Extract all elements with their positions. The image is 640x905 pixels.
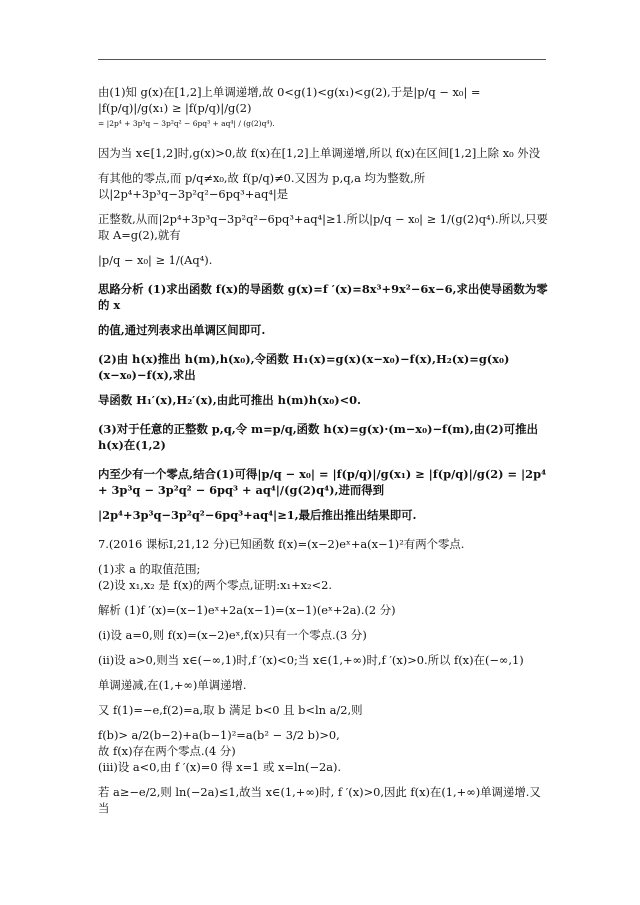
text-line: 若 a≥−e/2,则 ln(−2a)≤1,故当 x∈(1,+∞)时, f ′(x)>0,因此 f(x)在(1,+∞)单调递增.又当 — [98, 785, 541, 815]
text-line: (ii)设 a>0,则当 x∈(−∞,1)时,f ′(x)<0;当 x∈(1,+∞)时,f ′(x)>0.所以 f(x)在(−∞,1) — [98, 653, 524, 667]
text-line: 故 f(x)存在两个零点.(4 分) — [98, 744, 236, 758]
text-line: (3)对于任意的正整数 p,q,令 m=p/q,函数 h(x)=g(x)·(m−x₀)−f(m),由(2)可推出 h(x)在(1,2) — [98, 422, 538, 452]
text-line: 解析 (1)f ′(x)=(x−1)eˣ+2a(x−1)=(x−1)(eˣ+2a).(2 分) — [98, 603, 396, 617]
header-rule — [98, 59, 546, 60]
text-line: (iii)设 a<0,由 f ′(x)=0 得 x=1 或 x=ln(−2a). — [98, 760, 342, 774]
text-line: = |2p⁴ + 3p³q − 3p²q² − 6pq³ + aq⁴| / (g(2)q⁴). — [98, 119, 275, 128]
text-line: 7.(2016 课标Ⅰ,21,12 分)已知函数 f(x)=(x−2)eˣ+a(x−1)²有两个零点. — [98, 537, 465, 551]
text-line: 由(1)知 g(x)在[1,2]上单调递增,故 0<g(1)<g(x₁)<g(2),于是|p/q − x₀| = |f(p/q)|/g(x₁) ≥ |f(p/q)|/g(2) — [98, 85, 481, 115]
page-body — [98, 84, 548, 816]
text-line: 又 f(1)=−e,f(2)=a,取 b 满足 b<0 且 b<ln a/2,则 — [98, 703, 363, 717]
text-line: |2p⁴+3p³q−3p²q²−6pq³+aq⁴|≥1,最后推出推出结果即可. — [98, 508, 417, 522]
text-line: (1)求 a 的取值范围; — [98, 562, 201, 576]
text-line: (2)由 h(x)推出 h(m),h(x₀),令函数 H₁(x)=g(x)(x−x₀)−f(x),H₂(x)=g(x₀)(x−x₀)−f(x),求出 — [98, 352, 510, 382]
text-line: (i)设 a=0,则 f(x)=(x−2)eˣ,f(x)只有一个零点.(3 分) — [98, 628, 367, 642]
text-line: 正整数,从而|2p⁴+3p³q−3p²q²−6pq³+aq⁴|≥1.所以|p/q − x₀| ≥ 1/(g(2)q⁴).所以,只要取 A=g(2),就有 — [98, 212, 548, 242]
text-line: 导函数 H₁′(x),H₂′(x),由此可推出 h(m)h(x₀)<0. — [98, 393, 362, 407]
text-line: 内至少有一个零点,结合(1)可得|p/q − x₀| = |f(p/q)|/g(x₁) ≥ |f(p/q)|/g(2) = |2p⁴ + 3p³q − 3p²q² − 6pq³ + aq⁴|/(g(2)q⁴),进而得到 — [98, 467, 547, 497]
text-line: 的值,通过列表求出单调区间即可. — [98, 323, 266, 337]
text-line: 有其他的零点,而 p/q≠x₀,故 f(p/q)≠0.又因为 p,q,a 均为整数,所以|2p⁴+3p³q−3p²q²−6pq³+aq⁴|是 — [98, 171, 426, 201]
text-line: f(b)> a/2(b−2)+a(b−1)²=a(b² − 3/2 b)>0, — [98, 728, 340, 742]
text-line: 因为当 x∈[1,2]时,g(x)>0,故 f(x)在[1,2]上单调递增,所以 f(x)在区间[1,2]上除 x₀ 外没 — [98, 146, 541, 160]
text-line: (2)设 x₁,x₂ 是 f(x)的两个零点,证明:x₁+x₂<2. — [98, 578, 333, 592]
text-line: 单调递减,在(1,+∞)单调递增. — [98, 678, 247, 692]
text-line: 思路分析 (1)求出函数 f(x)的导函数 g(x)=f ′(x)=8x³+9x²−6x−6,求出使导函数为零的 x — [98, 282, 548, 312]
text-line: |p/q − x₀| ≥ 1/(Aq⁴). — [98, 253, 213, 267]
